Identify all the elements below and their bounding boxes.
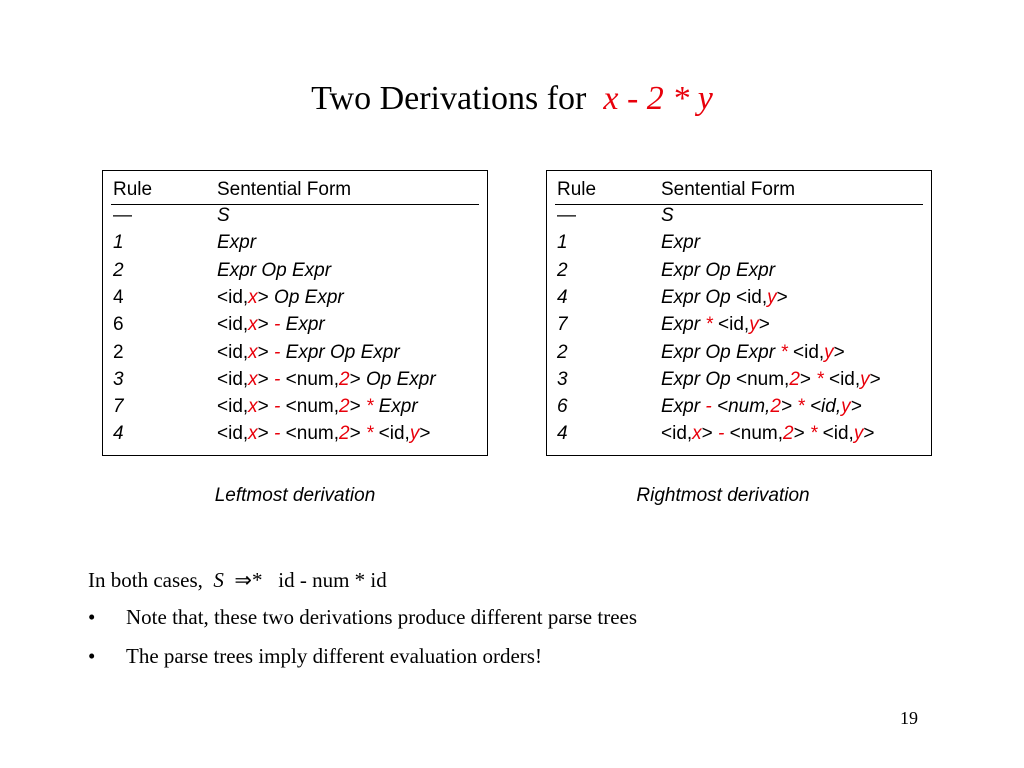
form-token: <num, — [716, 396, 771, 418]
form-token: <num, — [724, 423, 783, 445]
header-rule: Rule — [113, 179, 153, 200]
intro-start-symbol: S — [213, 568, 224, 592]
form-token: S — [661, 205, 674, 226]
bullet-item: The parse trees imply different evaluation orders! — [126, 644, 542, 668]
rule-cell: 1 — [113, 232, 124, 254]
highlight-token: y — [749, 314, 759, 336]
highlight-token: y — [841, 396, 851, 418]
sentential-form-cell — [661, 314, 770, 336]
highlight-token: * — [775, 341, 793, 363]
rule-cell: 4 — [557, 286, 568, 308]
form-token: > — [780, 396, 798, 418]
form-token: > — [793, 423, 810, 445]
form-token: > — [758, 314, 770, 336]
form-token: <id, — [730, 286, 768, 308]
form-token: <num, — [280, 368, 339, 390]
form-token: > — [257, 286, 275, 308]
sentential-form-cell — [661, 205, 674, 227]
form-token: Expr Op — [661, 286, 731, 308]
sentential-form-cell — [217, 260, 331, 282]
highlight-token: y — [409, 423, 420, 445]
highlight-token: y — [824, 341, 834, 363]
highlight-token: * — [365, 396, 374, 418]
highlight-token: * — [365, 423, 374, 445]
form-token: Op Expr — [274, 286, 344, 308]
rule-cell: 3 — [557, 368, 568, 390]
form-token: > — [257, 341, 275, 363]
highlight-token: * — [816, 368, 829, 390]
form-token: <num, — [730, 368, 790, 390]
form-token: > — [799, 368, 817, 390]
form-token: Expr — [280, 314, 325, 336]
form-token: S — [217, 205, 230, 226]
form-token: Expr Op Expr — [661, 259, 776, 281]
highlight-token: 2 — [789, 368, 800, 390]
rule-cell: — — [557, 205, 576, 226]
highlight-token: 2 — [770, 396, 781, 418]
form-token: <id, — [217, 396, 249, 418]
form-token: > — [869, 368, 881, 390]
rule-cell: 6 — [557, 396, 568, 418]
highlight-token: - — [274, 423, 281, 445]
sentential-form-cell — [661, 369, 881, 391]
form-token: Expr — [661, 314, 701, 336]
form-token: <id, — [809, 396, 842, 418]
sentential-form-cell — [661, 232, 700, 254]
form-token: > — [257, 368, 275, 390]
leftmost-derivation-table — [102, 170, 488, 456]
highlight-token: x — [248, 368, 258, 390]
highlight-token: 2 — [783, 423, 794, 445]
highlight-token: * — [809, 423, 818, 445]
form-token: Expr — [661, 396, 701, 418]
derives-arrow-icon: ⇒* — [234, 568, 263, 592]
intro-suffix: id - num * id — [278, 568, 387, 592]
bullet-dot-icon: • — [88, 644, 96, 668]
form-token: <id, — [817, 423, 854, 445]
page-number: 19 — [900, 708, 918, 728]
leftmost-caption: Leftmost derivation — [214, 485, 376, 506]
highlight-token: 2 — [339, 423, 350, 445]
rule-cell: 4 — [113, 286, 124, 308]
form-token: <id, — [217, 423, 249, 445]
highlight-token: x — [248, 423, 258, 445]
highlight-token: x — [248, 314, 258, 336]
form-token: <id, — [661, 423, 693, 445]
form-token: <id, — [217, 368, 249, 390]
highlight-token: - — [700, 396, 717, 418]
form-token: > — [257, 314, 275, 336]
form-token: <num, — [280, 423, 339, 445]
form-token: <id, — [718, 314, 750, 336]
highlight-token: x — [248, 286, 258, 308]
rule-cell: 2 — [113, 341, 124, 363]
highlight-token: - — [274, 314, 281, 336]
highlight-token: - — [718, 423, 725, 445]
bullet-item: Note that, these two derivations produce different parse trees — [126, 605, 638, 629]
highlight-token: - — [274, 368, 281, 390]
form-token: > — [701, 423, 719, 445]
rule-cell: 7 — [557, 314, 568, 336]
highlight-token: x — [692, 423, 702, 445]
sentential-form-cell — [661, 287, 788, 309]
header-sentential-form: Sentential Form — [217, 179, 352, 200]
rule-cell: 6 — [113, 314, 124, 336]
form-token: <num, — [280, 396, 339, 418]
highlight-token: - — [274, 396, 281, 418]
form-token: <id, — [828, 368, 861, 390]
highlight-token: x — [248, 341, 258, 363]
sentential-form-cell — [217, 369, 436, 391]
sentential-form-cell — [661, 342, 845, 364]
form-token: > — [833, 341, 845, 363]
form-token: <id, — [217, 341, 249, 363]
form-token: > — [776, 286, 788, 308]
form-token: <id, — [793, 341, 825, 363]
rule-cell: 7 — [113, 396, 124, 418]
form-token: <id, — [217, 314, 249, 336]
sentential-form-cell — [217, 314, 325, 336]
header-rule: Rule — [557, 179, 597, 200]
title-prefix: Two Derivations for — [311, 80, 587, 117]
highlight-token: - — [274, 341, 281, 363]
form-token: <id, — [373, 423, 410, 445]
intro-prefix: In both cases, — [88, 568, 203, 592]
form-token: > — [863, 423, 875, 445]
intro-line — [88, 568, 387, 593]
rule-cell: 4 — [557, 423, 568, 445]
sentential-form-cell — [217, 232, 256, 254]
form-token: > — [349, 368, 366, 390]
form-token: Expr — [217, 232, 257, 254]
highlight-token: 2 — [339, 396, 350, 418]
form-token: Expr — [661, 232, 701, 254]
sentential-form-cell — [217, 205, 230, 227]
bullet-dot-icon: • — [88, 605, 96, 629]
form-token: Op Expr — [365, 368, 436, 390]
title-expression: x - 2 * y — [603, 80, 713, 117]
form-token: Expr Op Expr — [217, 259, 332, 281]
form-token: > — [419, 423, 431, 445]
sentential-form-cell — [661, 396, 862, 418]
form-token: > — [257, 423, 275, 445]
highlight-token: y — [767, 286, 777, 308]
form-token: > — [349, 396, 366, 418]
highlight-token: y — [853, 423, 864, 445]
rule-cell: 3 — [113, 368, 124, 390]
form-token: Expr — [373, 396, 418, 418]
header-sentential-form: Sentential Form — [661, 179, 796, 200]
rule-cell: 1 — [557, 232, 568, 254]
highlight-token: 2 — [339, 368, 350, 390]
sentential-form-cell — [217, 287, 344, 309]
slide-title — [0, 80, 1024, 118]
highlight-token: * — [700, 314, 719, 336]
rightmost-derivation-table — [546, 170, 932, 456]
sentential-form-cell — [661, 260, 775, 282]
form-token: Expr Op Expr — [280, 341, 400, 363]
highlight-token: * — [797, 396, 810, 418]
form-token: > — [257, 396, 275, 418]
rightmost-caption: Rightmost derivation — [636, 485, 810, 506]
form-token: > — [850, 396, 862, 418]
form-token: <id, — [217, 286, 249, 308]
rule-cell: 2 — [113, 259, 124, 281]
sentential-form-cell — [217, 342, 400, 364]
sentential-form-cell — [217, 396, 418, 418]
rule-cell: 2 — [557, 341, 568, 363]
sentential-form-cell — [661, 423, 874, 445]
form-token: > — [349, 423, 366, 445]
highlight-token: x — [248, 396, 258, 418]
rule-cell: 2 — [557, 259, 568, 281]
form-token: Expr Op — [661, 368, 731, 390]
sentential-form-cell — [217, 423, 430, 445]
highlight-token: y — [860, 368, 870, 390]
rule-cell: 4 — [113, 423, 124, 445]
rule-cell: — — [113, 205, 132, 226]
form-token: Expr Op Expr — [661, 341, 776, 363]
